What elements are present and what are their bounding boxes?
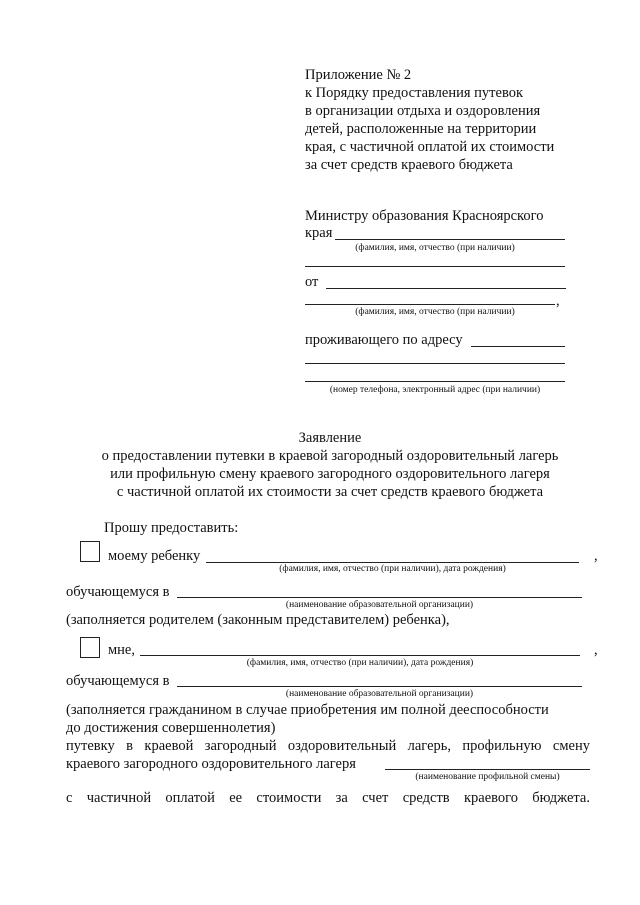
appendix-line: детей, расположенные на территории xyxy=(305,121,537,137)
hint-fio-2: (фамилия, имя, отчество (при наличии) xyxy=(355,307,515,317)
child-label: моему ребенку xyxy=(108,548,201,564)
statement-subtitle: с частичной оплатой их стоимости за счет средств краевого бюджета xyxy=(116,484,544,500)
hint-contacts: (номер телефона, электронный адрес (при наличии) xyxy=(329,385,541,395)
residing-label: проживающего по адресу xyxy=(305,332,463,348)
hint-org-2: (наименование образовательной организации) xyxy=(285,689,474,699)
request-text: Прошу предоставить: xyxy=(104,520,239,536)
address-field-2[interactable] xyxy=(305,363,565,364)
applicant-fio-field[interactable] xyxy=(326,288,566,289)
statement-title: Заявление xyxy=(298,430,362,446)
shift-name-field[interactable] xyxy=(385,769,590,770)
appendix-line: края, с частичной оплатой их стоимости xyxy=(305,139,555,155)
self-checkbox[interactable] xyxy=(80,637,100,658)
citizen-note: до достижения совершеннолетия) xyxy=(66,720,276,736)
voucher-line-2: краевого загородного оздоровительного лагеря xyxy=(66,756,356,772)
hint-org: (наименование образовательной организации) xyxy=(285,600,474,610)
applicant-fio-field-2[interactable] xyxy=(305,304,555,305)
self-org-field[interactable] xyxy=(177,686,582,687)
minister-fio-field-2[interactable] xyxy=(305,266,565,267)
appendix-line: за счет средств краевого бюджета xyxy=(305,157,513,173)
hint-shift: (наименование профильной смены) xyxy=(415,772,560,782)
comma: , xyxy=(594,548,598,564)
appendix-line: в организации отдыха и оздоровления xyxy=(305,103,541,119)
child-org-field[interactable] xyxy=(177,597,582,598)
comma: , xyxy=(594,642,598,658)
contacts-field[interactable] xyxy=(305,381,565,382)
statement-subtitle: или профильную смену краевого загородного оздоровительного лагеря xyxy=(110,466,550,482)
hint-me: (фамилия, имя, отчество (при наличии), дата рождения) xyxy=(246,658,474,668)
parent-note: (заполняется родителем (законным представителем) ребенка), xyxy=(66,612,450,628)
appendix-line: к Порядку предоставления путевок xyxy=(305,85,523,101)
citizen-note: (заполняется гражданином в случае приобретения им полной дееспособности xyxy=(66,702,549,718)
from-label: от xyxy=(305,274,319,290)
me-label: мне, xyxy=(108,642,135,658)
studying-label: обучающемуся в xyxy=(66,584,170,600)
studying-label-2: обучающемуся в xyxy=(66,673,170,689)
child-fio-field[interactable] xyxy=(206,562,579,563)
hint-child: (фамилия, имя, отчество (при наличии), дата рождения) xyxy=(279,564,506,574)
address-field[interactable] xyxy=(471,346,565,347)
comma: , xyxy=(556,293,560,309)
hint-fio: (фамилия, имя, отчество (при наличии) xyxy=(355,243,515,253)
final-line: с частичной оплатой ее стоимости за счет средств краевого бюджета. xyxy=(66,790,590,806)
addressee-line2: края xyxy=(305,225,333,241)
appendix-title: Приложение № 2 xyxy=(305,67,412,83)
minister-fio-field[interactable] xyxy=(335,239,565,240)
voucher-line-1: путевку в краевой загородный оздоровительный лагерь, профильную смену xyxy=(66,738,590,754)
addressee-line1: Министру образования Красноярского xyxy=(305,208,544,224)
child-checkbox[interactable] xyxy=(80,541,100,562)
self-fio-field[interactable] xyxy=(140,655,580,656)
statement-subtitle: о предоставлении путевки в краевой загородный оздоровительный лагерь xyxy=(101,448,559,464)
